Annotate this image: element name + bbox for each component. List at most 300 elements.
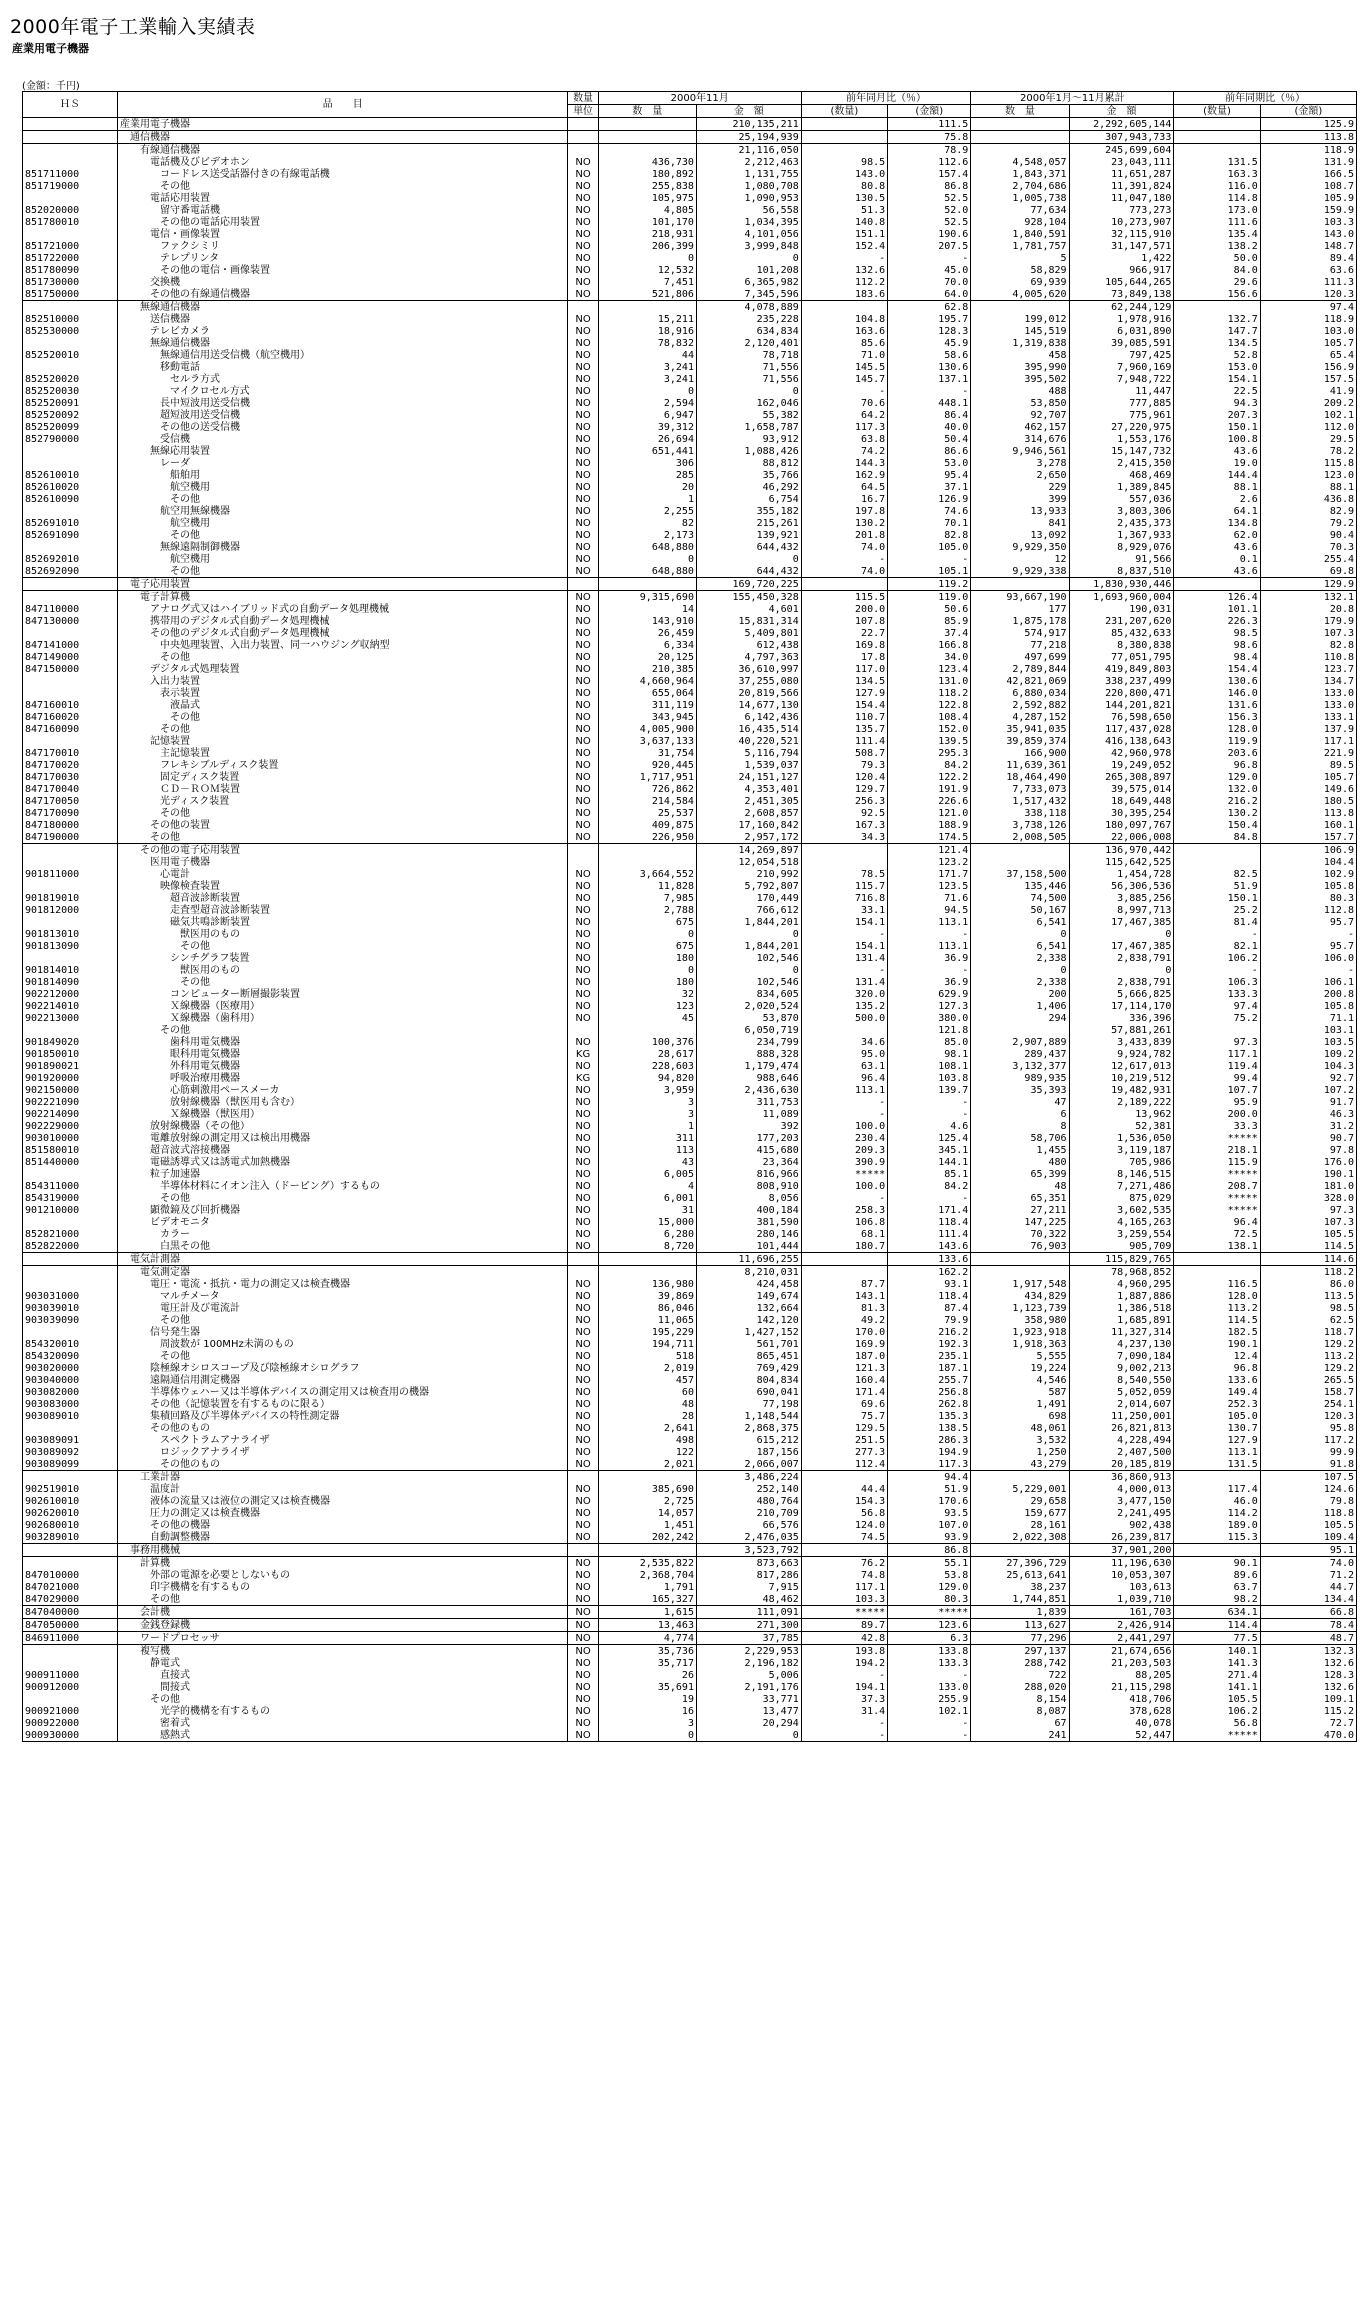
table-row: [23, 856, 1357, 868]
table-row: [23, 904, 1357, 916]
month-quantity: 31: [598, 1204, 696, 1216]
ytd-qty-pct: 135.4: [1174, 228, 1260, 240]
month-qty-pct: 320.0: [801, 988, 887, 1000]
ytd-amt-pct: 103.5: [1260, 1036, 1356, 1048]
ytd-quantity: 35,941,035: [971, 723, 1069, 735]
ytd-amount: 21,674,656: [1069, 1645, 1174, 1658]
ytd-amount: 8,380,838: [1069, 639, 1174, 651]
month-quantity: 3: [598, 1108, 696, 1120]
ytd-amount: 2,241,495: [1069, 1507, 1174, 1519]
ytd-quantity: 38,237: [971, 1581, 1069, 1593]
item-name: 陰極線オシロスコープ及び陰極線オシログラフ: [118, 1362, 568, 1374]
month-amt-pct: 126.9: [888, 493, 971, 505]
header-hs: ＨＳ: [23, 92, 118, 118]
month-amount: 865,451: [696, 1350, 801, 1362]
month-amount: 78,718: [696, 349, 801, 361]
month-amount: 77,198: [696, 1398, 801, 1410]
ytd-amount: 20,185,819: [1069, 1458, 1174, 1471]
ytd-quantity: 70,322: [971, 1228, 1069, 1240]
ytd-qty-pct: *****: [1174, 1192, 1260, 1204]
ytd-amt-pct: 20.8: [1260, 603, 1356, 615]
month-quantity: 2,594: [598, 397, 696, 409]
qty-unit: NO: [568, 180, 598, 192]
item-name: その他のもの: [118, 1422, 568, 1434]
ytd-amt-pct: 102.1: [1260, 409, 1356, 421]
ytd-amt-pct: 124.6: [1260, 1483, 1356, 1495]
ytd-quantity: 574,917: [971, 627, 1069, 639]
table-row: [23, 1681, 1357, 1693]
ytd-quantity: 1,917,548: [971, 1278, 1069, 1290]
month-amount: 155,450,328: [696, 591, 801, 604]
month-qty-pct: 16.7: [801, 493, 887, 505]
month-amount: 37,255,080: [696, 675, 801, 687]
hs-cell: 854319000: [23, 1192, 118, 1204]
month-amt-pct: 162.2: [888, 1266, 971, 1279]
month-quantity: 35,736: [598, 1645, 696, 1658]
month-amt-pct: 52.5: [888, 216, 971, 228]
qty-unit: NO: [568, 1483, 598, 1495]
month-qty-pct: 106.8: [801, 1216, 887, 1228]
month-amount: 612,438: [696, 639, 801, 651]
month-qty-pct: 151.1: [801, 228, 887, 240]
ytd-quantity: [971, 1471, 1069, 1484]
item-name: 心電計: [118, 868, 568, 880]
month-quantity: 311: [598, 1132, 696, 1144]
item-name: その他: [118, 1350, 568, 1362]
ytd-amount: 5,052,059: [1069, 1386, 1174, 1398]
month-amt-pct: 94.5: [888, 904, 971, 916]
month-amount: 2,436,630: [696, 1084, 801, 1096]
hs-cell: 900922000: [23, 1717, 118, 1729]
hs-cell: 903089099: [23, 1458, 118, 1471]
qty-unit: NO: [568, 1398, 598, 1410]
ytd-quantity: 395,990: [971, 361, 1069, 373]
hs-cell: 847170090: [23, 807, 118, 819]
qty-unit: NO: [568, 1108, 598, 1120]
month-qty-pct: 74.5: [801, 1531, 887, 1544]
ytd-amount: 1,693,960,004: [1069, 591, 1174, 604]
hs-cell: 852610090: [23, 493, 118, 505]
ytd-quantity: 159,677: [971, 1507, 1069, 1519]
table-row: [23, 276, 1357, 288]
month-qty-pct: 251.5: [801, 1434, 887, 1446]
qty-unit: NO: [568, 361, 598, 373]
ytd-amt-pct: 125.9: [1260, 118, 1356, 131]
month-amt-pct: 4.6: [888, 1120, 971, 1132]
ytd-qty-pct: 105.0: [1174, 1410, 1260, 1422]
ytd-qty-pct: 50.0: [1174, 252, 1260, 264]
month-amount: 0: [696, 553, 801, 565]
month-amt-pct: 70.1: [888, 517, 971, 529]
ytd-quantity: 698: [971, 1410, 1069, 1422]
month-quantity: 726,862: [598, 783, 696, 795]
month-qty-pct: -: [801, 1108, 887, 1120]
ytd-amount: 2,441,297: [1069, 1632, 1174, 1645]
ytd-amount: 31,147,571: [1069, 240, 1174, 252]
month-quantity: 1,717,951: [598, 771, 696, 783]
ytd-amount: 26,239,817: [1069, 1531, 1174, 1544]
ytd-quantity: 989,935: [971, 1072, 1069, 1084]
month-amt-pct: 40.0: [888, 421, 971, 433]
month-amount: 234,799: [696, 1036, 801, 1048]
ytd-amount: 103,613: [1069, 1581, 1174, 1593]
qty-unit: NO: [568, 168, 598, 180]
month-quantity: 2,535,822: [598, 1557, 696, 1570]
item-name: その他の有線通信機器: [118, 288, 568, 301]
month-qty-pct: 31.4: [801, 1705, 887, 1717]
month-amt-pct: 192.3: [888, 1338, 971, 1350]
ytd-quantity: 11,639,361: [971, 759, 1069, 771]
ytd-quantity: 47: [971, 1096, 1069, 1108]
hs-cell: 852530000: [23, 325, 118, 337]
ytd-amt-pct: 113.8: [1260, 131, 1356, 144]
ytd-qty-pct: 150.4: [1174, 819, 1260, 831]
table-row: [23, 361, 1357, 373]
ytd-qty-pct: 106.2: [1174, 1705, 1260, 1717]
month-amount: 53,870: [696, 1012, 801, 1024]
ytd-qty-pct: [1174, 131, 1260, 144]
item-name: 医用電子機器: [118, 856, 568, 868]
month-quantity: 14: [598, 603, 696, 615]
ytd-amt-pct: 123.0: [1260, 469, 1356, 481]
month-quantity: 3,664,552: [598, 868, 696, 880]
month-amount: 424,458: [696, 1278, 801, 1290]
month-qty-pct: 74.2: [801, 445, 887, 457]
table-row: [23, 481, 1357, 493]
ytd-qty-pct: 132.7: [1174, 313, 1260, 325]
ytd-qty-pct: 81.4: [1174, 916, 1260, 928]
month-amount: 71,556: [696, 361, 801, 373]
ytd-qty-pct: 130.7: [1174, 1422, 1260, 1434]
item-name: その他: [118, 723, 568, 735]
hs-cell: [23, 337, 118, 349]
month-qty-pct: 183.6: [801, 288, 887, 301]
ytd-amt-pct: 157.7: [1260, 831, 1356, 844]
hs-cell: 900911000: [23, 1669, 118, 1681]
ytd-quantity: 0: [971, 964, 1069, 976]
month-amount: 0: [696, 385, 801, 397]
month-amount: 6,754: [696, 493, 801, 505]
ytd-qty-pct: 107.7: [1174, 1084, 1260, 1096]
table-row: [23, 1398, 1357, 1410]
month-amount: 561,701: [696, 1338, 801, 1350]
ytd-qty-pct: 119.9: [1174, 735, 1260, 747]
table-row: [23, 1374, 1357, 1386]
table-row: [23, 844, 1357, 857]
hs-cell: 851780010: [23, 216, 118, 228]
item-name: 呼吸治療用機器: [118, 1072, 568, 1084]
month-qty-pct: 194.2: [801, 1657, 887, 1669]
month-quantity: 457: [598, 1374, 696, 1386]
ytd-amt-pct: 133.0: [1260, 699, 1356, 711]
qty-unit: [568, 844, 598, 857]
month-qty-pct: 111.4: [801, 735, 887, 747]
ytd-qty-pct: [1174, 856, 1260, 868]
month-amt-pct: 53.8: [888, 1569, 971, 1581]
month-amount: 2,191,176: [696, 1681, 801, 1693]
hs-cell: 852692010: [23, 553, 118, 565]
ytd-quantity: 4,005,620: [971, 288, 1069, 301]
table-row: [23, 1084, 1357, 1096]
qty-unit: NO: [568, 1060, 598, 1072]
ytd-amt-pct: 95.1: [1260, 1544, 1356, 1557]
ytd-amount: 26,821,813: [1069, 1422, 1174, 1434]
table-row: [23, 735, 1357, 747]
month-amt-pct: 121.4: [888, 844, 971, 857]
table-row: [23, 1204, 1357, 1216]
table-row: [23, 1619, 1357, 1632]
month-amt-pct: 55.1: [888, 1557, 971, 1570]
hs-cell: 903082000: [23, 1386, 118, 1398]
item-name: テレビカメラ: [118, 325, 568, 337]
ytd-amt-pct: 105.9: [1260, 192, 1356, 204]
qty-unit: NO: [568, 421, 598, 433]
qty-unit: NO: [568, 1645, 598, 1658]
ytd-quantity: [971, 856, 1069, 868]
month-qty-pct: 95.0: [801, 1048, 887, 1060]
item-name: 金銭登録機: [118, 1619, 568, 1632]
hs-cell: 902610010: [23, 1495, 118, 1507]
hs-cell: 847180000: [23, 819, 118, 831]
ytd-amount: 2,838,791: [1069, 976, 1174, 988]
qty-unit: NO: [568, 1096, 598, 1108]
ytd-amount: 0: [1069, 964, 1174, 976]
table-row: [23, 783, 1357, 795]
month-qty-pct: 63.1: [801, 1060, 887, 1072]
hs-cell: [23, 916, 118, 928]
ytd-amount: 2,189,222: [1069, 1096, 1174, 1108]
month-amount: 1,148,544: [696, 1410, 801, 1422]
month-amt-pct: 127.3: [888, 1000, 971, 1012]
item-name: 計算機: [118, 1557, 568, 1570]
ytd-qty-pct: 141.1: [1174, 1681, 1260, 1693]
item-name: マルチメータ: [118, 1290, 568, 1302]
hs-cell: 851440000: [23, 1156, 118, 1168]
ytd-quantity: 65,399: [971, 1168, 1069, 1180]
qty-unit: NO: [568, 795, 598, 807]
month-amt-pct: 129.0: [888, 1581, 971, 1593]
month-amt-pct: 262.8: [888, 1398, 971, 1410]
ytd-amt-pct: 65.4: [1260, 349, 1356, 361]
item-name: 光学的機構を有するもの: [118, 1705, 568, 1717]
ytd-amount: 9,002,213: [1069, 1362, 1174, 1374]
ytd-qty-pct: 144.4: [1174, 469, 1260, 481]
month-quantity: 194,711: [598, 1338, 696, 1350]
ytd-qty-pct: 138.2: [1174, 240, 1260, 252]
table-row: [23, 1314, 1357, 1326]
hs-cell: 901814010: [23, 964, 118, 976]
ytd-qty-pct: 72.5: [1174, 1228, 1260, 1240]
hs-cell: 901813090: [23, 940, 118, 952]
month-amount: 102,546: [696, 976, 801, 988]
ytd-quantity: 166,900: [971, 747, 1069, 759]
table-row: [23, 288, 1357, 301]
ytd-amt-pct: 95.7: [1260, 916, 1356, 928]
month-quantity: 3,241: [598, 373, 696, 385]
month-qty-pct: 37.3: [801, 1693, 887, 1705]
ytd-amount: 8,997,713: [1069, 904, 1174, 916]
month-amount: 132,664: [696, 1302, 801, 1314]
month-amt-pct: 125.4: [888, 1132, 971, 1144]
ytd-amount: 2,292,605,144: [1069, 118, 1174, 131]
item-name: 圧力の測定又は検査機器: [118, 1507, 568, 1519]
month-amount: 48,462: [696, 1593, 801, 1606]
month-amount: 102,546: [696, 952, 801, 964]
month-quantity: 3: [598, 1717, 696, 1729]
ytd-quantity: 1,123,739: [971, 1302, 1069, 1314]
ytd-quantity: 1,005,738: [971, 192, 1069, 204]
table-row: [23, 868, 1357, 880]
month-quantity: 7,985: [598, 892, 696, 904]
month-amount: 6,050,719: [696, 1024, 801, 1036]
table-row: [23, 1483, 1357, 1495]
month-amt-pct: 34.0: [888, 651, 971, 663]
item-name: 温度計: [118, 1483, 568, 1495]
month-amt-pct: 226.6: [888, 795, 971, 807]
table-row: [23, 1471, 1357, 1484]
month-qty-pct: 112.2: [801, 276, 887, 288]
item-name: 液晶式: [118, 699, 568, 711]
ytd-qty-pct: 52.8: [1174, 349, 1260, 361]
month-amount: 3,523,792: [696, 1544, 801, 1557]
ytd-qty-pct: 153.0: [1174, 361, 1260, 373]
ytd-quantity: 135,446: [971, 880, 1069, 892]
month-qty-pct: 131.4: [801, 976, 887, 988]
qty-unit: NO: [568, 735, 598, 747]
table-row: [23, 553, 1357, 565]
ytd-quantity: 587: [971, 1386, 1069, 1398]
hs-cell: [23, 228, 118, 240]
month-qty-pct: 44.4: [801, 1483, 887, 1495]
table-row: [23, 1581, 1357, 1593]
month-qty-pct: -: [801, 1096, 887, 1108]
ytd-qty-pct: 94.3: [1174, 397, 1260, 409]
month-quantity: 385,690: [598, 1483, 696, 1495]
hs-cell: [23, 1326, 118, 1338]
item-name: 受信機: [118, 433, 568, 445]
ytd-qty-pct: [1174, 844, 1260, 857]
ytd-amount: 8,837,510: [1069, 565, 1174, 578]
ytd-amount: 4,960,295: [1069, 1278, 1174, 1290]
ytd-quantity: [971, 578, 1069, 591]
ytd-amount: 265,308,897: [1069, 771, 1174, 783]
table-row: [23, 1410, 1357, 1422]
item-name: 電子計算機: [118, 591, 568, 604]
month-amt-pct: 113.1: [888, 940, 971, 952]
hs-cell: 851750000: [23, 288, 118, 301]
month-quantity: 28: [598, 1410, 696, 1422]
item-name: レーダ: [118, 457, 568, 469]
ytd-amt-pct: 41.9: [1260, 385, 1356, 397]
month-amt-pct: 170.6: [888, 1495, 971, 1507]
month-amount: 766,612: [696, 904, 801, 916]
ytd-amt-pct: 66.8: [1260, 1606, 1356, 1619]
ytd-amount: 40,078: [1069, 1717, 1174, 1729]
month-quantity: 0: [598, 1729, 696, 1742]
hs-cell: 852520010: [23, 349, 118, 361]
month-amount: 392: [696, 1120, 801, 1132]
ytd-amt-pct: 179.9: [1260, 615, 1356, 627]
ytd-amt-pct: 107.3: [1260, 627, 1356, 639]
qty-unit: NO: [568, 1386, 598, 1398]
ytd-amount: 307,943,733: [1069, 131, 1174, 144]
table-row: [23, 1180, 1357, 1192]
month-qty-pct: 112.4: [801, 1458, 887, 1471]
month-amt-pct: 207.5: [888, 240, 971, 252]
month-quantity: 105,975: [598, 192, 696, 204]
table-row: [23, 505, 1357, 517]
item-name: その他: [118, 711, 568, 723]
month-amt-pct: 6.3: [888, 1632, 971, 1645]
qty-unit: NO: [568, 1557, 598, 1570]
header-amount-1: 金 額: [696, 105, 801, 118]
month-quantity: 14,057: [598, 1507, 696, 1519]
month-quantity: 4,005,900: [598, 723, 696, 735]
qty-unit: NO: [568, 988, 598, 1000]
month-qty-pct: 80.8: [801, 180, 887, 192]
ytd-qty-pct: 138.1: [1174, 1240, 1260, 1253]
hs-cell: 847149000: [23, 651, 118, 663]
table-row: [23, 1302, 1357, 1314]
table-row: [23, 1216, 1357, 1228]
ytd-qty-pct: 156.6: [1174, 288, 1260, 301]
table-body: [23, 118, 1357, 1742]
month-qty-pct: 152.4: [801, 240, 887, 252]
ytd-amount: 13,962: [1069, 1108, 1174, 1120]
ytd-amt-pct: 134.4: [1260, 1593, 1356, 1606]
item-name: 有線通信機器: [118, 144, 568, 157]
ytd-amt-pct: 109.2: [1260, 1048, 1356, 1060]
hs-cell: 851719000: [23, 180, 118, 192]
month-qty-pct: 117.0: [801, 663, 887, 675]
month-amt-pct: 171.7: [888, 868, 971, 880]
month-amt-pct: 37.1: [888, 481, 971, 493]
month-amt-pct: 80.3: [888, 1593, 971, 1606]
qty-unit: NO: [568, 397, 598, 409]
ytd-quantity: 48: [971, 1180, 1069, 1192]
month-qty-pct: -: [801, 385, 887, 397]
table-row: [23, 1192, 1357, 1204]
month-quantity: 3,637,133: [598, 735, 696, 747]
ytd-quantity: 35,393: [971, 1084, 1069, 1096]
ytd-quantity: 294: [971, 1012, 1069, 1024]
ytd-qty-pct: 634.1: [1174, 1606, 1260, 1619]
ytd-quantity: 2,650: [971, 469, 1069, 481]
month-amt-pct: 112.6: [888, 156, 971, 168]
ytd-qty-pct: 75.2: [1174, 1012, 1260, 1024]
hs-cell: 903040000: [23, 1374, 118, 1386]
ytd-quantity: 0: [971, 928, 1069, 940]
item-name: フレキシブルディスク装置: [118, 759, 568, 771]
item-name: 超音波式溶接機器: [118, 1144, 568, 1156]
hs-cell: 852691010: [23, 517, 118, 529]
ytd-qty-pct: 43.6: [1174, 445, 1260, 457]
month-quantity: 195,229: [598, 1326, 696, 1338]
ytd-amt-pct: 62.5: [1260, 1314, 1356, 1326]
month-amount: 2,608,857: [696, 807, 801, 819]
ytd-quantity: 288,742: [971, 1657, 1069, 1669]
hs-cell: [23, 1693, 118, 1705]
hs-cell: 847040000: [23, 1606, 118, 1619]
month-amount: 16,435,514: [696, 723, 801, 735]
header-qty-1: 数 量: [598, 105, 696, 118]
item-name: 集積回路及び半導体デバイスの特性測定器: [118, 1410, 568, 1422]
item-name: 電圧・電流・抵抗・電力の測定又は検査機器: [118, 1278, 568, 1290]
month-quantity: 15,000: [598, 1216, 696, 1228]
item-name: 通信機器: [118, 131, 568, 144]
month-amount: 415,680: [696, 1144, 801, 1156]
table-row: [23, 1386, 1357, 1398]
